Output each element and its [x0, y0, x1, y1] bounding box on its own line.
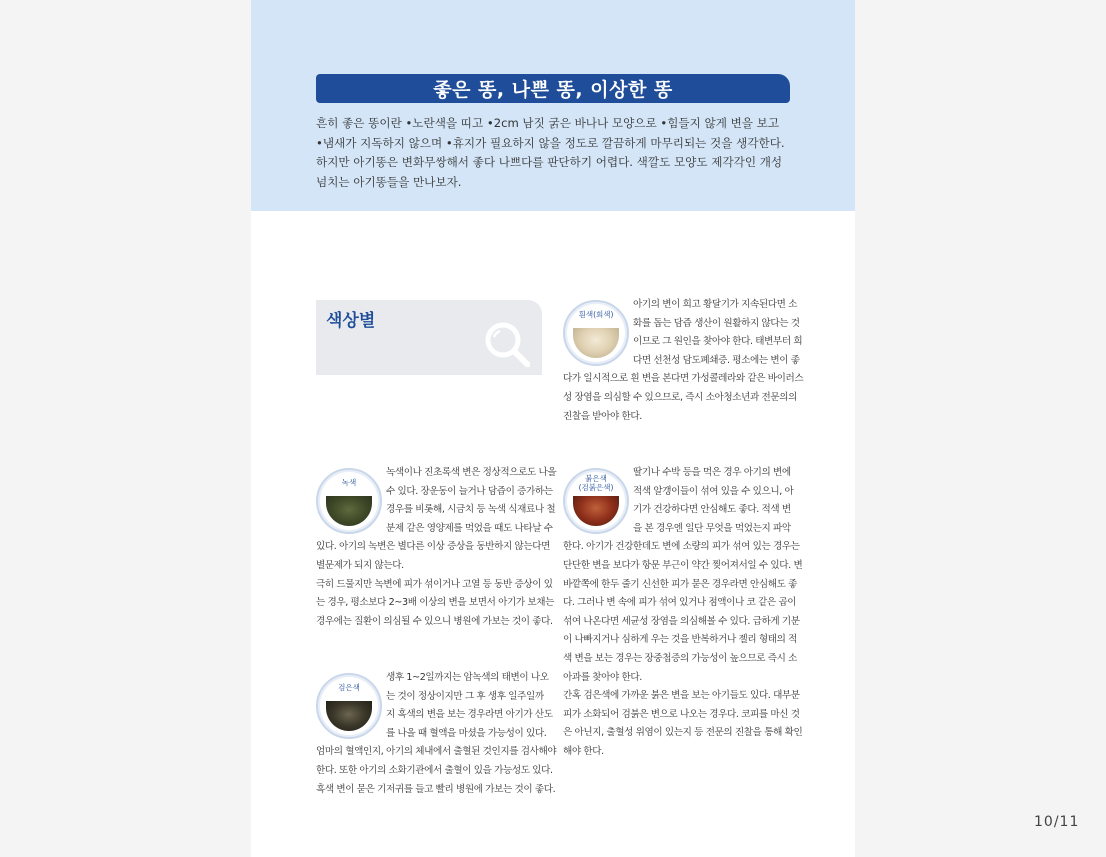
- header-band: [251, 0, 855, 211]
- white-stool-thumbnail: [563, 300, 629, 366]
- text-line: 섞여 나온다면 세균성 장염을 의심해볼 수 있다. 급하게 기분: [563, 615, 800, 627]
- text-line: 경우에는 질환이 의심될 수 있으니 병원에 가보는 것이 좋다.: [316, 615, 553, 627]
- text-line: 피가 소화되어 검붉은 변으로 나오는 경우다. 코피를 마신 것: [563, 708, 800, 720]
- text-line: 이 나빠지거나 심하게 우는 것을 반복하거나 젤리 형태의 적: [563, 634, 798, 646]
- text-line: 지 흑색의 변을 보는 경우라면 아기가 산도: [386, 709, 553, 721]
- intro-line: 넘치는 아기똥들을 만나보자.: [316, 174, 462, 189]
- text-line: 다. 그러나 변 속에 피가 섞여 있거나 점액이나 코 같은 곱이: [563, 597, 797, 609]
- text-line: 는 것이 정상이지만 그 후 생후 일주일까: [386, 690, 544, 702]
- text-line: 엄마의 혈액인지, 아기의 체내에서 출혈된 것인지를 검사해야: [316, 746, 557, 758]
- text-line: 이므로 그 원인을 찾아야 한다. 태변부터 희: [633, 336, 803, 348]
- white-stool-photo: [573, 328, 619, 358]
- text-line: 별문제가 되지 않는다.: [316, 559, 404, 571]
- document-page: [251, 0, 855, 857]
- intro-line: •냄새가 지독하지 않으며 •휴지가 필요하지 않을 정도로 깔끔하게 마무리되는 것을 생각한다.: [316, 135, 785, 150]
- text-line: 을 본 경우엔 일단 무엇을 먹었는지 파악: [633, 522, 791, 534]
- black-stool-thumbnail: [316, 673, 382, 739]
- intro-text: [316, 114, 794, 192]
- text-line: 분제 같은 영양제를 먹었을 때도 나타날 수: [386, 522, 553, 534]
- text-line: 단단한 변을 보다가 항문 부근이 약간 찢어져서일 수 있다. 변: [563, 559, 803, 571]
- text-line: 딸기나 수박 등을 먹은 경우 아기의 변에: [633, 467, 791, 478]
- white-text-bottom: [563, 370, 804, 426]
- red-stool-thumbnail: [563, 468, 629, 534]
- text-line: 한다. 또한 아기의 소화기관에서 출혈이 있을 가능성도 있다.: [316, 764, 553, 776]
- red-text-bottom: [563, 538, 803, 761]
- white-text-top: [633, 296, 803, 370]
- text-line: 바깥쪽에 한두 줄기 신선한 피가 묻은 경우라면 안심해도 좋: [563, 578, 798, 590]
- text-line: 를 나올 때 혈액을 마셨을 가능성이 있다.: [386, 727, 547, 739]
- text-line: 극히 드물지만 녹변에 피가 섞이거나 고열 등 동반 증상이 있: [316, 578, 553, 590]
- text-line: 진찰을 받아야 한다.: [563, 410, 642, 422]
- green-stool-thumbnail: [316, 468, 382, 534]
- red-label: [565, 474, 627, 492]
- text-line: 수 있다. 장운동이 늘거나 담즙이 증가하는: [386, 485, 553, 497]
- text-line: 기가 건강하다면 안심해도 좋다. 적색 변: [633, 504, 791, 516]
- text-line: 는 경우, 평소보다 2~3배 이상의 변을 보면서 아기가 보채는: [316, 597, 554, 609]
- text-line: 색 변을 보는 경우는 장중첩증의 가능성이 높으므로 즉시 소: [563, 652, 798, 664]
- text-line: 생후 1~2일까지는 암녹색의 태변이 나오: [386, 672, 549, 683]
- text-line: 화를 돕는 담즙 생산이 원활하지 않다는 것: [633, 317, 800, 329]
- green-stool-photo: [326, 496, 372, 526]
- section-title: 색상별: [326, 311, 376, 331]
- page-title: 좋은 똥, 나쁜 똥, 이상한 똥: [316, 74, 790, 103]
- text-line: 아기의 변이 희고 황달기가 지속된다면 소: [633, 299, 797, 310]
- page-indicator: 10/11: [1034, 814, 1080, 830]
- magnifier-icon: [484, 321, 530, 367]
- green-text-top: [386, 464, 557, 538]
- text-line: 다면 선천성 담도폐쇄증. 평소에는 변이 좋: [633, 354, 800, 366]
- intro-line: 하지만 아기똥은 변화무쌍해서 좋다 나쁘다를 판단하기 어렵다. 색깔도 모양도 제각각인 개성: [316, 155, 783, 169]
- intro-line: 흔히 좋은 똥이란 •노란색을 띠고 •2cm 남짓 굵은 바나나 모양으로 •힘들지 않게 변을 보고: [316, 116, 780, 130]
- green-text-bottom: [316, 538, 554, 631]
- black-text-top: [386, 669, 553, 743]
- text-line: 흑색 변이 묻은 기저귀를 들고 빨리 병원에 가보는 것이 좋다.: [316, 783, 556, 795]
- text-line: 해야 한다.: [563, 745, 604, 757]
- text-line: 한다. 아기가 건강한데도 변에 소량의 피가 섞여 있는 경우는: [563, 541, 800, 553]
- text-line: 있다. 아기의 녹변은 별다른 이상 증상을 동반하지 않는다면: [316, 541, 551, 553]
- text-line: 녹색이나 진초록색 변은 정상적으로도 나올: [386, 467, 557, 478]
- text-line: 성 장염을 의심할 수 있으므로, 즉시 소아청소년과 전문의의: [563, 391, 798, 403]
- text-line: 은 아닌지, 출혈성 위염이 있는지 등 전문의 진찰을 통해 확인: [563, 727, 803, 739]
- red-text-top: [633, 464, 793, 538]
- red-label-text: 붉은색 (검붉은색): [578, 474, 614, 492]
- text-line: 경우를 비롯해, 시금치 등 녹색 식재료나 철: [386, 504, 556, 516]
- black-text-bottom: [316, 743, 557, 799]
- red-stool-photo: [573, 496, 619, 526]
- green-label: 녹색: [341, 478, 357, 487]
- black-stool-photo: [326, 701, 372, 731]
- text-line: 적색 알갱이들이 섞여 있을 수 있으니, 아: [633, 485, 794, 497]
- text-line: 간혹 검은색에 가까운 붉은 변을 보는 아기들도 있다. 대부분: [563, 690, 800, 702]
- white-label: 흰색(회색): [578, 310, 614, 319]
- text-line: 다가 일시적으로 흰 변을 본다면 가성콜레라와 같은 바이러스: [563, 373, 804, 385]
- black-label: 검은색: [338, 683, 360, 692]
- section-header-box: [316, 300, 542, 375]
- text-line: 아과를 찾아야 한다.: [563, 671, 642, 683]
